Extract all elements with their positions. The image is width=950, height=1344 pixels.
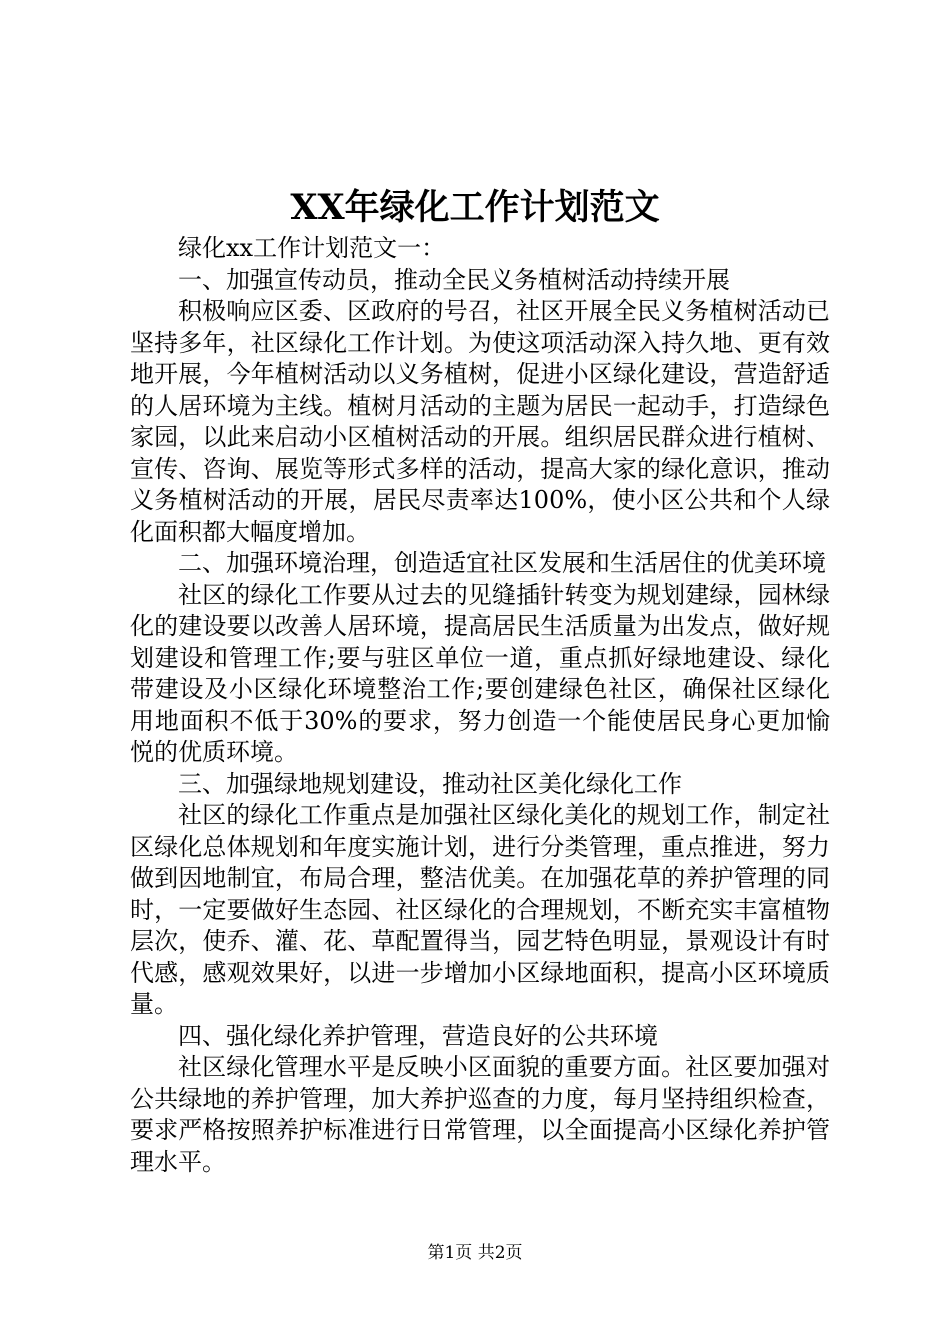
section-heading-1: 一、加强宣传动员，推动全民义务植树活动持续开展	[178, 265, 730, 294]
paragraph-intro: 绿化xx工作计划范文一：	[178, 234, 446, 262]
section-heading-3: 三、加强绿地规划建设，推动社区美化绿化工作	[178, 769, 682, 798]
document-title: XX年绿化工作计划范文	[290, 187, 660, 228]
page-footer: 第1页 共2页	[427, 1243, 523, 1263]
document-body	[130, 233, 830, 1178]
paragraph-section-2: 社区的绿化工作要从过去的见缝插针转变为规划建绿，园林绿化的建设要以改善人居环境，提高居民生活质量为出发点，做好规划建设和管理工作;要与驻区单位一道，重点抓好绿地建设、绿化带建设及小区绿化环境整治工作;要创建绿色社区，确保社区绿化用地面积不低于30%的要求，努力创造一个能使居民身心更加愉悦的优质环境。	[130, 580, 830, 766]
paragraph-section-1: 积极响应区委、区政府的号召，社区开展全民义务植树活动已坚持多年，社区绿化工作计划。为使这项活动深入持久地、更有效地开展，今年植树活动以义务植树，促进小区绿化建设，营造舒适的人居环境为主线。植树月活动的主题为居民一起动手，打造绿色家园，以此来启动小区植树活动的开展。组织居民群众进行植树、宣传、咨询、展览等形式多样的活动，提高大家的绿化意识，推动义务植树活动的开展，居民尽责率达100%，使小区公共和个人绿化面积都大幅度增加。	[130, 297, 830, 546]
section-heading-4: 四、强化绿化养护管理，营造良好的公共环境	[178, 1021, 658, 1050]
paragraph-section-4: 社区绿化管理水平是反映小区面貌的重要方面。社区要加强对公共绿地的养护管理，加大养护巡查的力度，每月坚持组织检查，要求严格按照养护标准进行日常管理，以全面提高小区绿化养护管理水平。	[130, 1053, 830, 1176]
paragraph-section-3: 社区的绿化工作重点是加强社区绿化美化的规划工作，制定社区绿化总体规划和年度实施计划，进行分类管理，重点推进，努力做到因地制宜，布局合理，整洁优美。在加强花草的养护管理的同时，一定要做好生态园、社区绿化的合理规划，不断充实丰富植物层次，使乔、灌、花、草配置得当，园艺特色明显，景观设计有时代感，感观效果好，以进一步增加小区绿地面积，提高小区环境质量。	[130, 801, 830, 1018]
section-heading-2: 二、加强环境治理，创造适宜社区发展和生活居住的优美环境	[178, 549, 826, 577]
